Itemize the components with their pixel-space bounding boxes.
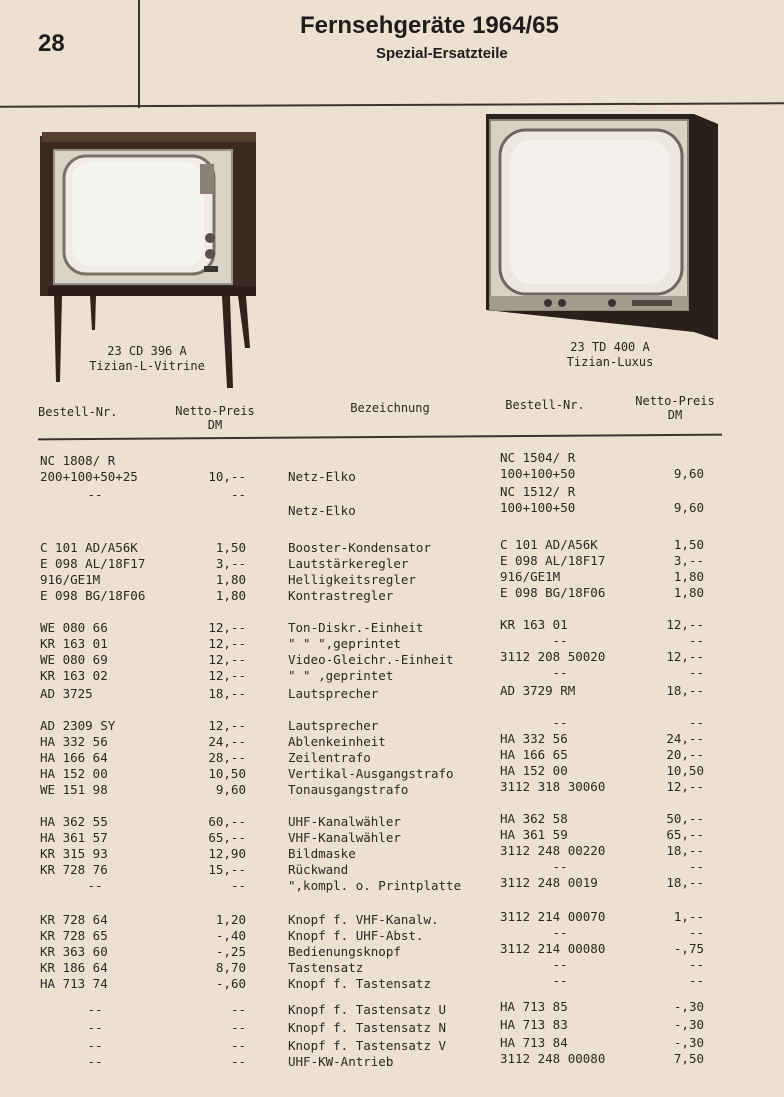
price-cell: 28,-- [208,750,246,765]
order-no-2-cell: C 101 AD/A56K [500,536,598,552]
header-rule [38,434,722,441]
order-no-cell: NC 1808/ R [40,453,116,468]
order-no-2-cell: E 098 AL/18F17 [500,552,606,568]
col-header-net-price: Netto-Preis DM [175,404,255,432]
price-2-cell: 3,-- [673,552,704,568]
description-cell: " " ,geprintet [288,668,394,683]
description-cell: Zeilentrafo [288,750,371,765]
price-cell: -,40 [215,928,246,943]
description-cell: Vertikal-Ausgangstrafo [288,766,454,781]
price-cell: 24,-- [208,734,246,749]
model-name: Tizian-Luxus [566,355,654,369]
order-no-cell: HA 713 74 [40,976,108,991]
order-no-cell: WE 080 69 [40,652,108,667]
price-cell: -- [230,878,246,893]
order-no-cell: -- [87,1038,103,1053]
model-name: Tizian-L-Vitrine [89,359,205,373]
price-2-cell: -- [688,956,704,972]
price-2-cell: -- [688,714,704,730]
price-cell: 12,90 [208,846,246,861]
price-2-cell: 9,60 [673,499,704,515]
price-2-cell: 9,60 [673,465,704,481]
price-cell: 18,-- [208,686,246,701]
order-no-cell: -- [87,878,103,893]
order-no-2-cell: -- [552,858,568,874]
col-header-net-price-2: Netto-Preis DM [635,394,715,422]
price-cell: 15,-- [208,862,246,877]
order-no-cell: HA 361 57 [40,830,108,845]
price-2-cell: 12,-- [666,648,704,664]
price-2-cell: 18,-- [666,842,704,858]
price-2-cell: -- [688,858,704,874]
caption-luxus [540,340,680,370]
order-no-cell: AD 2309 SY [40,718,116,733]
order-no-cell: WE 080 66 [40,620,108,635]
price-2-cell: 7,50 [673,1050,704,1066]
order-no-2-cell: 3112 248 00080 [500,1050,606,1066]
order-no-cell: AD 3725 [40,686,93,701]
order-no-2-cell: HA 362 58 [500,810,568,826]
price-cell: 1,50 [215,540,246,555]
description-cell: Knopf f. Tastensatz N [288,1020,447,1035]
price-cell: 65,-- [208,830,246,845]
order-no-cell: KR 728 76 [40,862,108,877]
price-2-cell: 50,-- [666,810,704,826]
description-cell: Booster-Kondensator [288,540,431,555]
price-cell: -- [230,1020,246,1035]
order-no-2-cell: HA 332 56 [500,730,568,746]
order-no-2-cell: NC 1504/ R [500,449,576,465]
model-number: 23 CD 396 A [107,344,187,358]
description-cell: Knopf f. Tastensatz V [288,1038,447,1053]
price-cell: 3,-- [215,556,246,571]
price-2-cell: -,30 [673,1034,704,1050]
price-cell: 10,-- [208,469,246,484]
price-2-cell: 1,80 [673,568,704,584]
price-cell: 12,-- [208,718,246,733]
order-no-2-cell: -- [552,714,568,730]
description-cell: Lautstärkeregler [288,556,409,571]
description-cell: Bedienungsknopf [288,944,401,959]
price-cell: -- [230,1002,246,1017]
order-no-2-cell: 3112 208 50020 [500,648,606,664]
description-cell: Video-Gleichr.-Einheit [288,652,454,667]
price-2-cell: -- [688,972,704,988]
caption-vitrine [62,344,232,374]
description-cell: Knopf f. Tastensatz [288,976,431,991]
price-cell: 8,70 [215,960,246,975]
description-cell: ",kompl. o. Printplatte [288,878,462,893]
description-cell: Ablenkeinheit [288,734,386,749]
description-cell: Tonausgangstrafo [288,782,409,797]
description-cell: Kontrastregler [288,588,394,603]
order-no-2-cell: KR 163 01 [500,616,568,632]
order-no-cell: KR 363 60 [40,944,108,959]
price-cell: 9,60 [215,782,246,797]
price-2-cell: -,30 [673,998,704,1014]
price-2-cell: -- [688,664,704,680]
price-cell: 60,-- [208,814,246,829]
order-no-cell: HA 152 00 [40,766,108,781]
order-no-cell: 916/GE1M [40,572,101,587]
order-no-cell: KR 728 64 [40,912,108,927]
order-no-cell: KR 728 65 [40,928,108,943]
page-title: Fernsehgeräte 1964/65 [300,12,559,39]
tv-image-luxus [482,110,722,342]
order-no-2-cell: 3112 248 00220 [500,842,606,858]
description-cell: Netz-Elko [288,469,356,484]
price-cell: -- [230,487,246,502]
order-no-2-cell: AD 3729 RM [500,682,576,698]
order-no-2-cell: HA 713 83 [500,1016,568,1032]
order-no-2-cell: -- [552,664,568,680]
description-cell: Lautsprecher [288,718,379,733]
order-no-cell: KR 163 01 [40,636,108,651]
price-2-cell: 18,-- [666,874,704,890]
price-2-cell: 12,-- [666,616,704,632]
price-2-cell: 1,80 [673,584,704,600]
description-cell: Lautsprecher [288,686,379,701]
order-no-cell: KR 315 93 [40,846,108,861]
order-no-2-cell: NC 1512/ R [500,483,576,499]
order-no-2-cell: HA 713 84 [500,1034,568,1050]
header-divider-horizontal [0,102,784,107]
col-header-order-no-2: Bestell-Nr. [505,398,585,412]
order-no-cell: -- [87,1020,103,1035]
price-cell: 1,80 [215,588,246,603]
order-no-2-cell: E 098 BG/18F06 [500,584,606,600]
price-cell: 12,-- [208,668,246,683]
order-no-cell: KR 163 02 [40,668,108,683]
price-cell: 1,80 [215,572,246,587]
order-no-2-cell: HA 152 00 [500,762,568,778]
price-2-cell: -- [688,924,704,940]
order-no-2-cell: 3112 318 30060 [500,778,606,794]
order-no-2-cell: 3112 214 00070 [500,908,606,924]
price-2-cell: -,75 [673,940,704,956]
order-no-cell: 200+100+50+25 [40,469,138,484]
order-no-2-cell: 100+100+50 [500,465,576,481]
price-cell: -- [230,1038,246,1053]
order-no-cell: -- [87,1002,103,1017]
description-cell: VHF-Kanalwähler [288,830,401,845]
price-2-cell: 20,-- [666,746,704,762]
description-cell: Knopf f. Tastensatz U [288,1002,447,1017]
price-2-cell: 1,-- [673,908,704,924]
description-cell: Helligkeitsregler [288,572,416,587]
price-cell: 10,50 [208,766,246,781]
description-cell: Netz-Elko [288,503,356,518]
price-2-cell: 65,-- [666,826,704,842]
price-cell: -,60 [215,976,246,991]
description-cell: UHF-KW-Antrieb [288,1054,394,1069]
price-2-cell: 12,-- [666,778,704,794]
price-cell: 12,-- [208,620,246,635]
order-no-cell: HA 362 55 [40,814,108,829]
description-cell: Knopf f. UHF-Abst. [288,928,424,943]
model-number: 23 TD 400 A [570,340,650,354]
price-2-cell: 10,50 [666,762,704,778]
price-cell: -,25 [215,944,246,959]
price-cell: 12,-- [208,636,246,651]
description-cell: Knopf f. VHF-Kanalw. [288,912,439,927]
price-cell: 1,20 [215,912,246,927]
description-cell: " " ",geprintet [288,636,401,651]
order-no-cell: WE 151 98 [40,782,108,797]
price-2-cell: 24,-- [666,730,704,746]
price-2-cell: -,30 [673,1016,704,1032]
order-no-2-cell: 3112 248 0019 [500,874,598,890]
header-divider-vertical [138,0,140,108]
description-cell: Ton-Diskr.-Einheit [288,620,424,635]
order-no-2-cell: HA 361 59 [500,826,568,842]
order-no-2-cell: 3112 214 00080 [500,940,606,956]
order-no-cell: HA 166 64 [40,750,108,765]
description-cell: UHF-Kanalwähler [288,814,401,829]
order-no-2-cell: -- [552,972,568,988]
order-no-cell: C 101 AD/A56K [40,540,138,555]
order-no-2-cell: -- [552,924,568,940]
price-cell: -- [230,1054,246,1069]
order-no-cell: E 098 BG/18F06 [40,588,146,603]
price-2-cell: 18,-- [666,682,704,698]
price-2-cell: 1,50 [673,536,704,552]
order-no-cell: -- [87,487,103,502]
page-number: 28 [38,30,65,57]
order-no-2-cell: HA 166 65 [500,746,568,762]
order-no-cell: KR 186 64 [40,960,108,975]
order-no-2-cell: HA 713 85 [500,998,568,1014]
col-header-description: Bezeichnung [350,401,430,415]
col-header-order-no: Bestell-Nr. [38,405,118,419]
order-no-cell: -- [87,1054,103,1069]
price-cell: 12,-- [208,652,246,667]
page-subtitle: Spezial-Ersatzteile [376,45,508,62]
order-no-2-cell: -- [552,632,568,648]
order-no-2-cell: -- [552,956,568,972]
order-no-2-cell: 100+100+50 [500,499,576,515]
order-no-cell: E 098 AL/18F17 [40,556,146,571]
description-cell: Bildmaske [288,846,356,861]
price-2-cell: -- [688,632,704,648]
description-cell: Rückwand [288,862,349,877]
description-cell: Tastensatz [288,960,364,975]
order-no-cell: HA 332 56 [40,734,108,749]
order-no-2-cell: 916/GE1M [500,568,561,584]
